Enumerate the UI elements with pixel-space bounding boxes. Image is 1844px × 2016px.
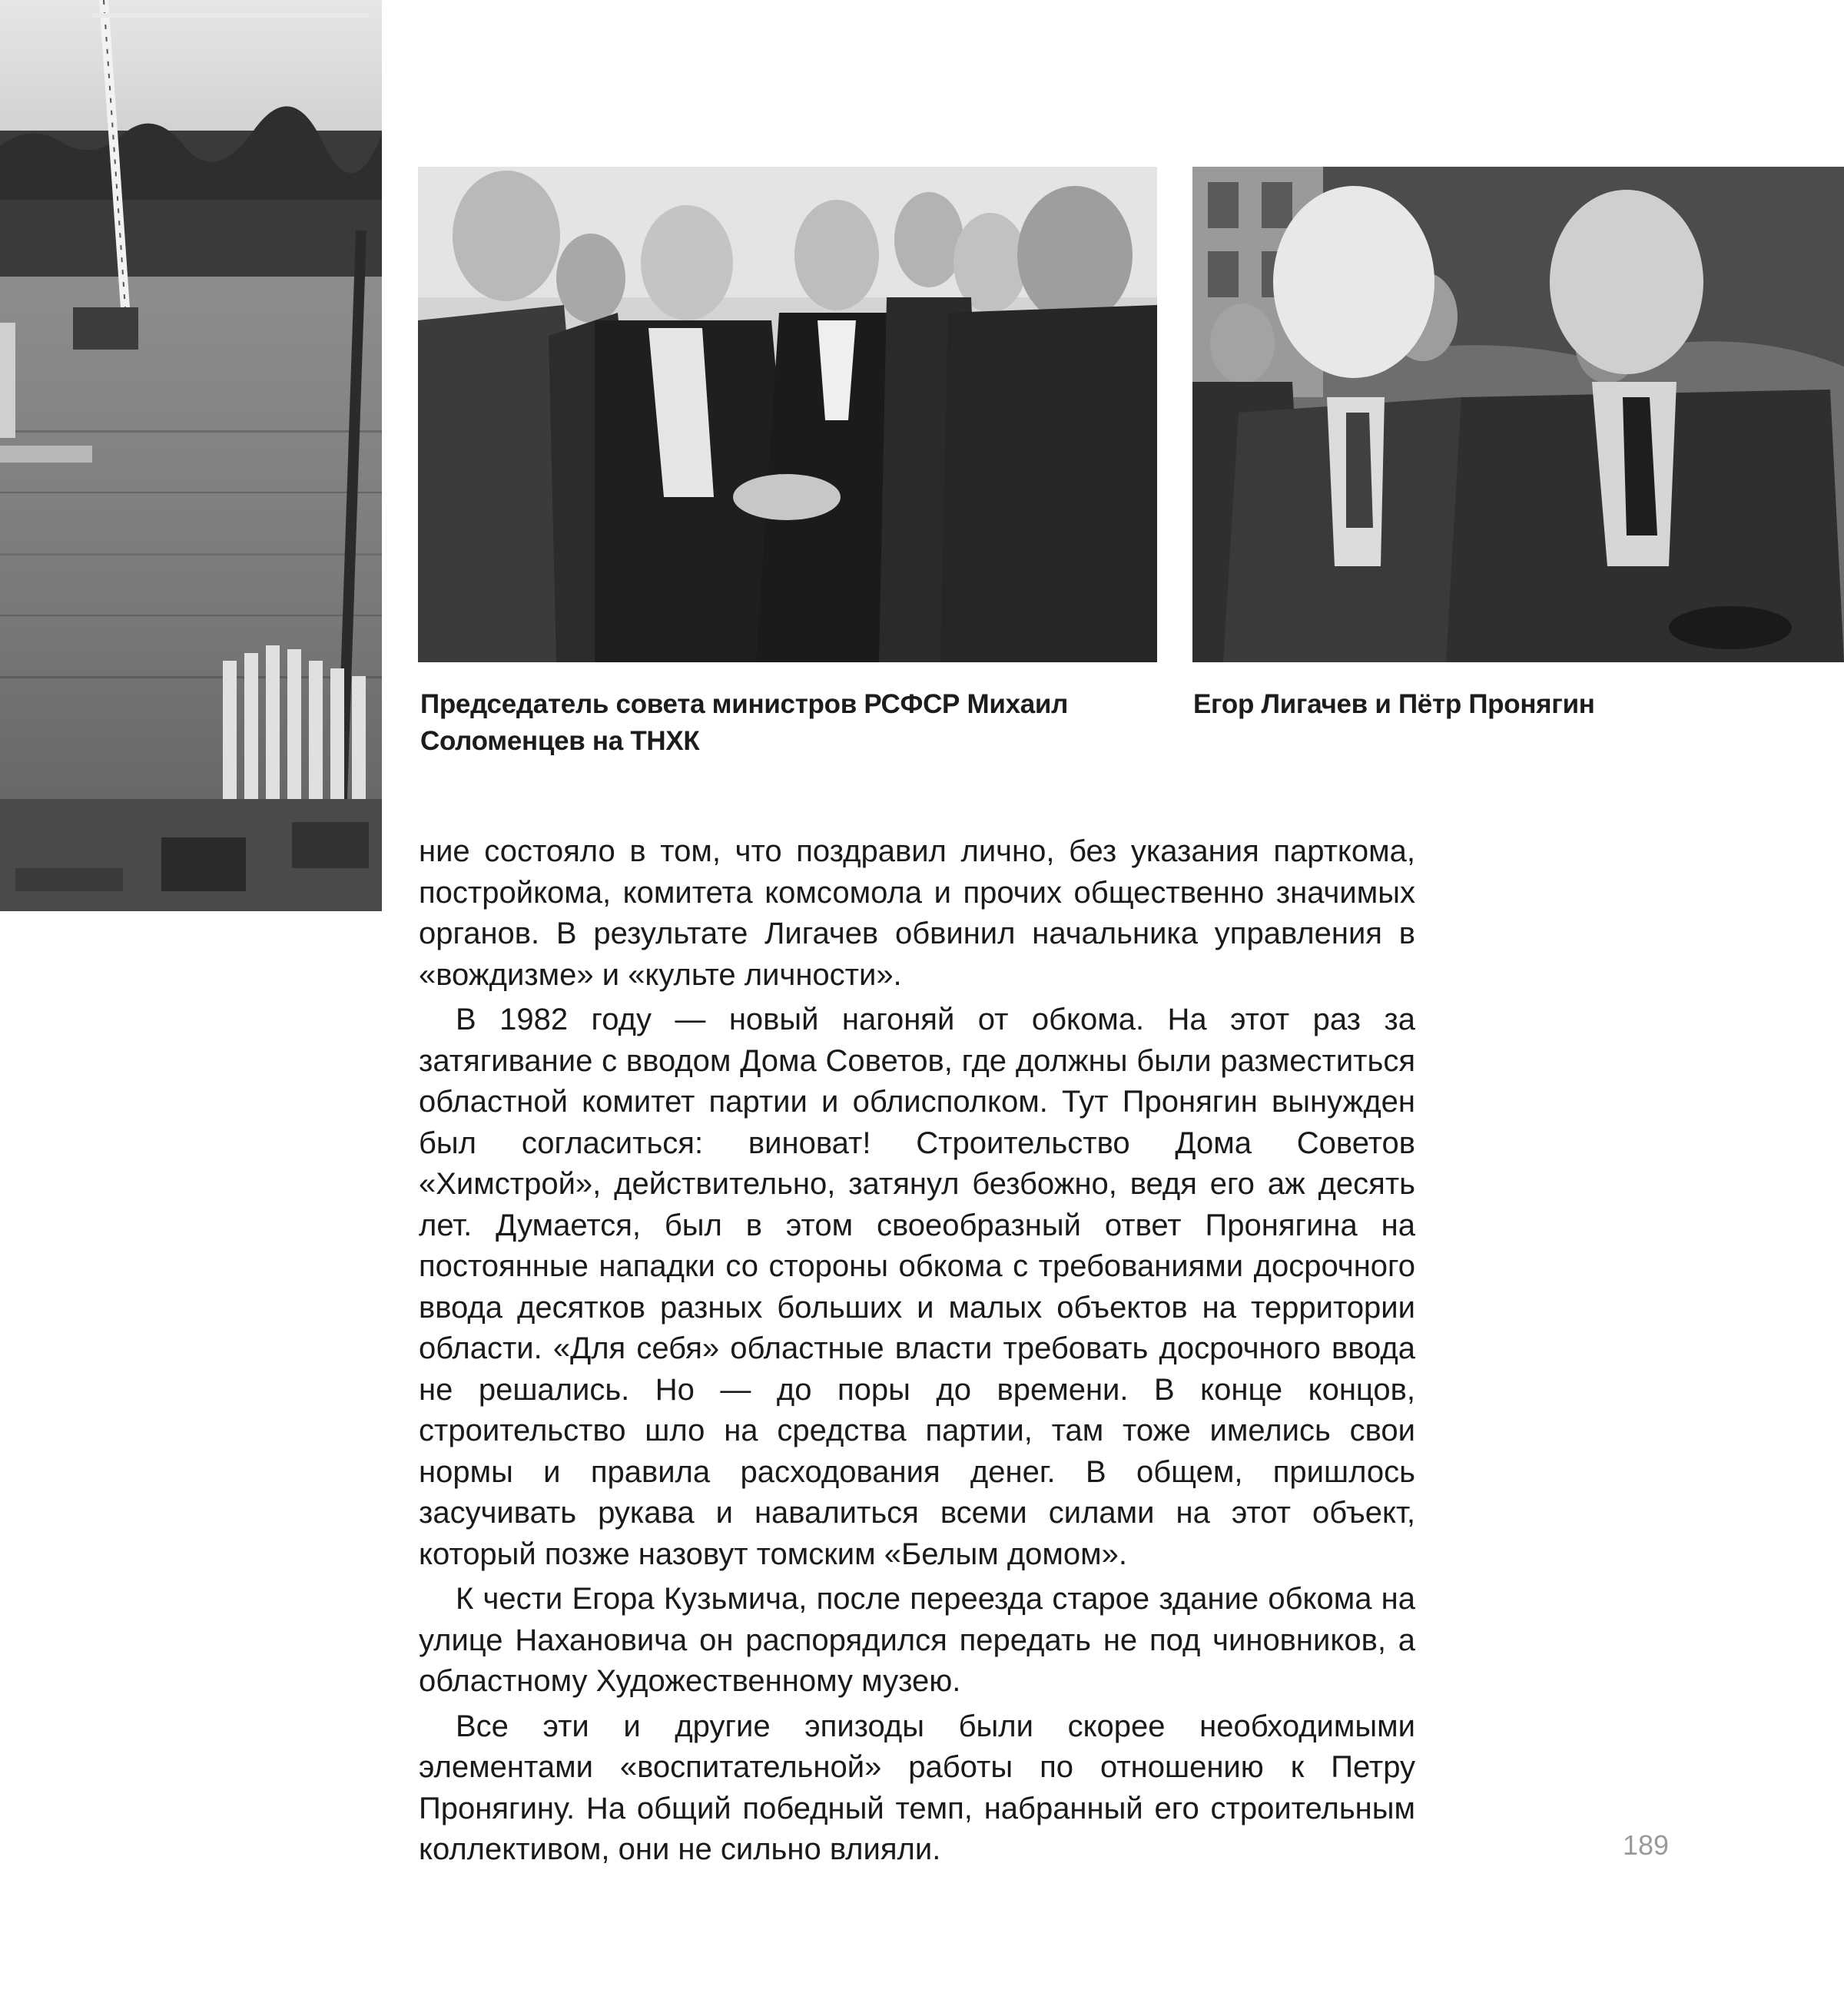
body-text xyxy=(419,831,1415,1875)
ligachev-pronyagin-image xyxy=(1192,167,1844,662)
paragraph-3: К чести Егора Кузьмича, после переезда старое здание обкома на улице Нахановича он распорядился передать не под чиновников, а областному Художественному музею. xyxy=(419,1582,1415,1698)
paragraph-1: ние состояло в том, что поздравил лично, без указания парткома, постройкома, комитета комсомола и прочих общественно значимых органов. В результате Лигачев обвинил начальника управления в «вождизме» и «культе личности». xyxy=(419,834,1415,992)
caption-solomentsev xyxy=(420,686,1173,760)
paragraph-2: В 1982 году — новый нагоняй от обкома. На этот раз за затягивание с вводом Дома Советов, где должны были разместиться областной комитет партии и облисполком. Тут Пронягин вынужден был согласиться: виноват! Строительство Дома Советов «Химстрой», действительно, затянул безбожно, ведя его аж десять лет. Думается, был в этом своеобразный ответ Пронягина на постоянные нападки со стороны обкома с требованиями досрочного ввода десятков разных больших и малых объектов на территории области. «Для себя» областные власти требовать досрочного ввода не решались. Но — до поры до времени. В конце концов, строительство шло на средства партии, там тоже имелись свои нормы и правила расходования денег. В общем, пришлось засучивать рукава и навалиться всеми силами на этот объект, который позже назовут томским «Белым домом». xyxy=(419,1003,1415,1571)
ligachev-pronyagin-photo xyxy=(1192,167,1844,662)
caption-ligachev-pronyagin: Егор Лигачев и Пётр Пронягин xyxy=(1193,689,1595,719)
construction-site-photo xyxy=(0,0,382,911)
page-number: 189 xyxy=(1623,1829,1670,1861)
caption-left-line1: Председатель совета министров РСФСР Михаил xyxy=(420,689,1069,719)
caption-left-line2: Соломенцев на ТНХК xyxy=(420,726,700,756)
construction-site-image xyxy=(0,0,382,911)
paragraph-4: Все эти и другие эпизоды были скорее необходимыми элементами «воспитательной» работы по отношению к Петру Пронягину. На общий победный темп, набранный его строительным коллективом, они не сильно влияли. xyxy=(419,1709,1415,1866)
solomentsev-group-image xyxy=(418,167,1157,662)
solomentsev-group-photo xyxy=(418,167,1157,662)
